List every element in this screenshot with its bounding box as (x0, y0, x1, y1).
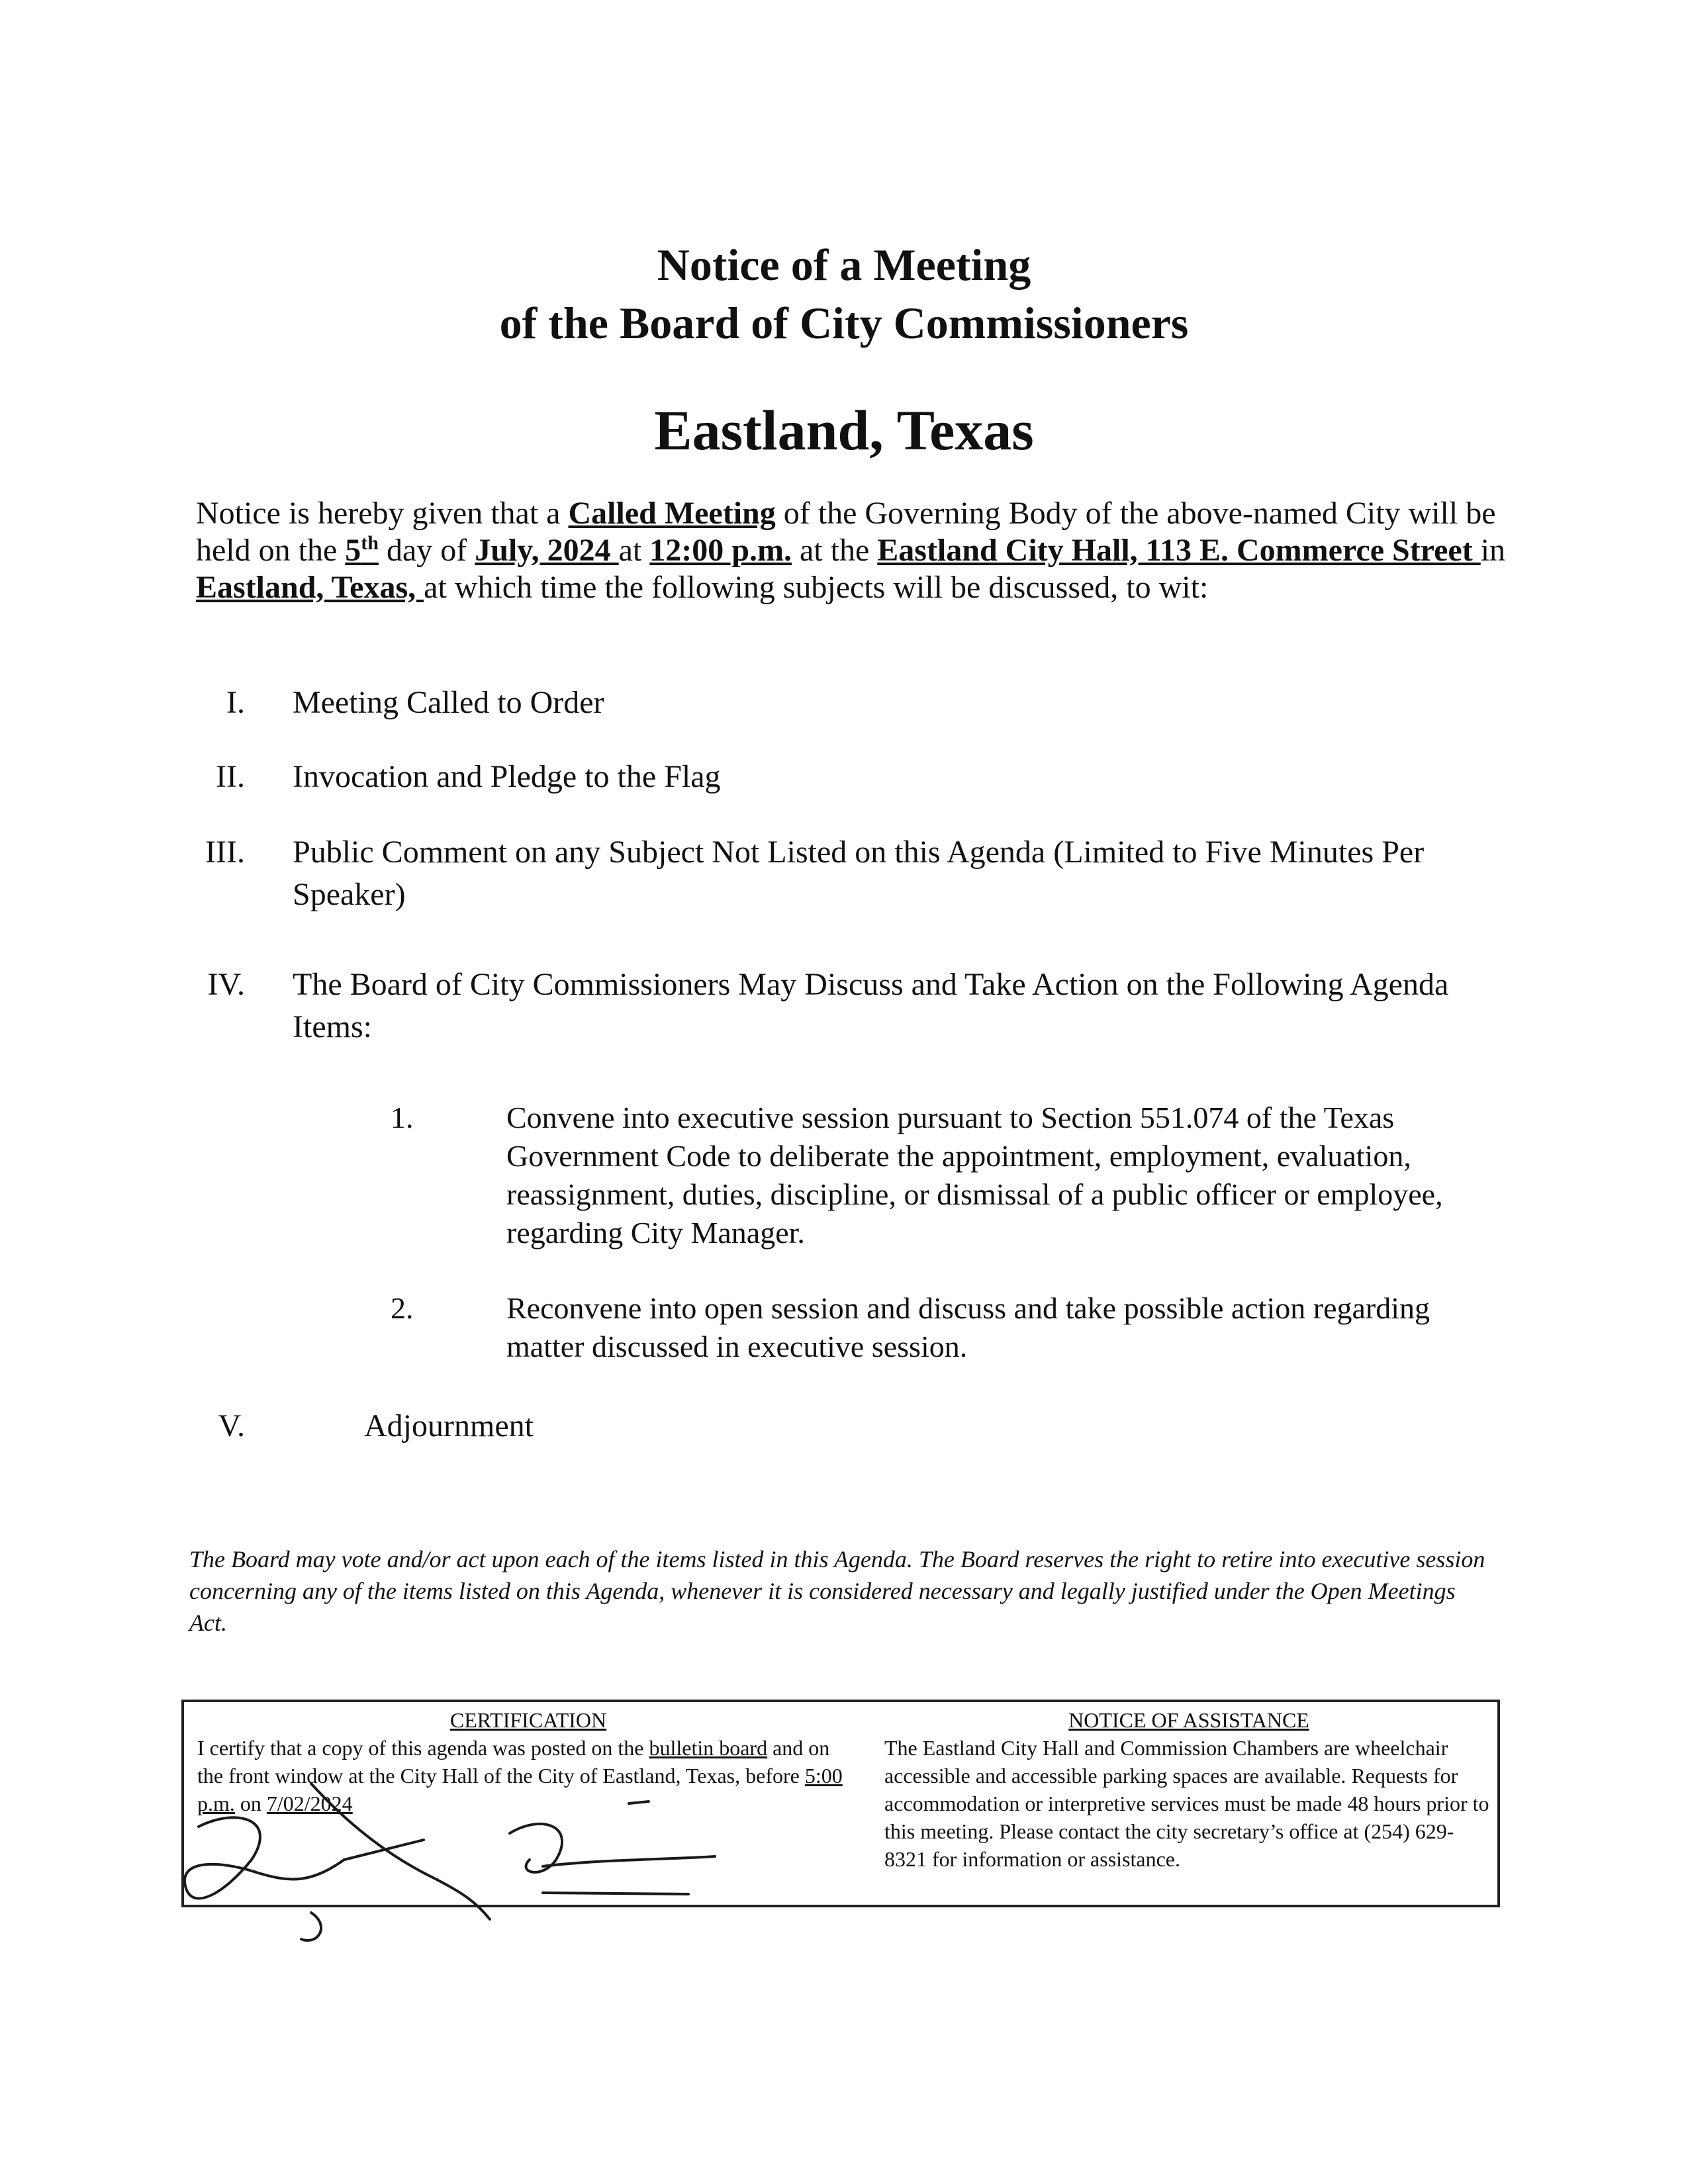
agenda-item-text: Meeting Called to Order (293, 685, 604, 720)
signature-icon (0, 1760, 794, 1946)
intro-text: day of (378, 533, 475, 568)
disclaimer: The Board may vote and/or act upon each of the items listed in this Agenda. The Board reserves the right to retire into executive session concerning any of the items listed on this Agenda, whenever it is considered necessary and legally justified under the Open Meetings Act. (189, 1546, 1485, 1636)
intro-text: of the Governing Body of the above-named City will be held on the (196, 496, 1496, 568)
sub-item-text: Convene into executive session pursuant to Section 551.074 of the Texas Government Code to deliberate the appointment, employment, evaluation, reassignment, duties, discipline, or dismissal of a public officer or employee, regarding City Manager. (506, 1101, 1443, 1250)
notice-title: Notice of a Meeting (657, 240, 1031, 290)
assistance-section (884, 1706, 1493, 1873)
meeting-type: Called Meeting (568, 496, 776, 531)
agenda-item-text: The Board of City Commissioners May Discuss and Take Action on the Following Agenda Items: (293, 967, 1449, 1044)
meeting-city: Eastland, Texas, (196, 570, 424, 605)
agenda-item-text: Adjournment (364, 1408, 534, 1443)
intro-text: in (1480, 533, 1506, 568)
notice-subtitle: of the Board of City Commissioners (499, 298, 1189, 348)
intro-paragraph (196, 495, 1507, 606)
agenda-item-number: I. (226, 685, 245, 720)
intro-text: at (618, 533, 650, 568)
agenda-item-number: II. (216, 759, 245, 794)
bulletin-board-text: bulletin board (649, 1736, 768, 1760)
meeting-month-year: July, 2024 (475, 533, 619, 568)
agenda-item-number: IV. (207, 967, 245, 1002)
meeting-day (345, 533, 379, 568)
meeting-time: 12:00 p.m. (649, 533, 792, 568)
intro-text: at the (791, 533, 878, 568)
posting-time: 5:00 p.m. (197, 1764, 843, 1815)
certification-text-part: I certify that a copy of this agenda was posted on the (197, 1736, 649, 1760)
intro-text: Notice is hereby given that a (196, 496, 569, 531)
agenda-item-text: Invocation and Pledge to the Flag (293, 759, 721, 794)
sub-item-number: 2. (391, 1291, 414, 1325)
intro-text: at which time the following subjects will be discussed, to wit: (424, 570, 1209, 605)
agenda-item-text: Public Comment on any Subject Not Listed on this Agenda (Limited to Five Minutes Per Speaker) (293, 835, 1425, 912)
certification-text-part: and on the front window at the City Hall of the City of Eastland, Texas, before (197, 1736, 830, 1788)
sub-item-text: Reconvene into open session and discuss and take possible action regarding matter discussed in executive session. (506, 1291, 1430, 1363)
agenda-item-number: V. (218, 1408, 245, 1443)
certification-text-part: on (234, 1792, 267, 1815)
meeting-location: Eastland City Hall, 113 E. Commerce Street (877, 533, 1481, 568)
assistance-text: The Eastland City Hall and Commission Chambers are wheelchair accessible and accessible parking spaces are available. Requests for accommodation or interpretive services must be made 48 hours prior to this meeting. Please contact the city secretary’s office at (254) 629-8321 for information or assistance. (884, 1736, 1489, 1871)
meeting-day-number: 5 (345, 533, 361, 568)
certification-heading: CERTIFICATION (449, 1708, 607, 1732)
sub-item-number: 1. (391, 1101, 414, 1134)
city-heading: Eastland, Texas (654, 398, 1034, 462)
agenda-item-number: III. (205, 835, 245, 870)
meeting-day-suffix: th (361, 532, 379, 554)
assistance-heading: NOTICE OF ASSISTANCE (1068, 1708, 1309, 1732)
posting-date: 7/02/2024 (266, 1792, 353, 1815)
